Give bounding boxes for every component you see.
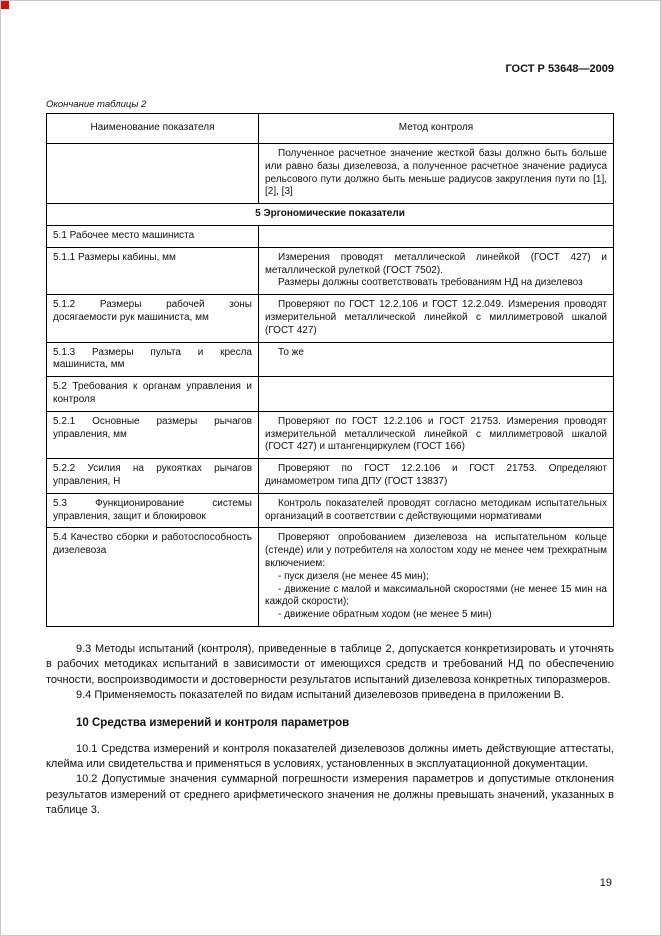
method-text: Проверяют по ГОСТ 12.2.106 и ГОСТ 12.2.049. Измерения проводят измерительной металлической линейкой с миллиметровой шкалой (ГОСТ 427) — [265, 299, 607, 336]
paragraph-10-1: 10.1 Средства измерений и контроля показателей дизелевозов должны иметь действующие аттестаты, клейма или свидетельства и применяться в условиях, установленных в эксплуатационной документации. — [46, 742, 614, 770]
indicator-cell: 5.2.1 Основные размеры рычагов управления, мм — [47, 411, 259, 458]
table-row — [47, 528, 614, 627]
table-row — [47, 295, 614, 342]
method-cell — [259, 459, 614, 494]
indicator-cell: 5.1.2 Размеры рабочей зоны досягаемости рук машиниста, мм — [47, 295, 259, 342]
table-row — [47, 144, 614, 204]
method-text: Проверяют опробованием дизелевоза на испытательном кольце (стенде) или у потребителя на холостом ходу не менее чем трехкратным включением: — [265, 532, 607, 569]
method-text: Размеры должны соответствовать требованиям НД на дизелевоз — [278, 277, 583, 289]
table-row — [47, 411, 614, 458]
table-row — [47, 342, 614, 377]
method-list-item: - движение с малой и максимальной скоростями (не менее 15 мин на каждой скорости); — [265, 583, 607, 608]
method-cell — [259, 247, 614, 294]
paragraph-10-2: 10.2 Допустимые значения суммарной погрешности измерения параметров и допустимые отклонения результатов измерений от среднего арифметического значения не должны превышать значений, указанных в таблице 3. — [46, 773, 614, 817]
paragraph-9-3: 9.3 Методы испытаний (контроля), приведенные в таблице 2, допускается конкретизировать и уточнять в рабочих методиках испытаний в зависимости от имеющихся средств и требований НД по обеспечению точности, воспроизводимости и достоверности результатов испытаний дизелевоза конкретных типоразмеров. — [46, 642, 614, 686]
doc-id: ГОСТ Р 53648—2009 — [505, 63, 614, 75]
method-cell — [259, 225, 614, 247]
indicator-cell: 5.4 Качество сборки и работоспособность дизелевоза — [47, 528, 259, 627]
table-section-row — [47, 204, 614, 226]
indicator-cell — [47, 144, 259, 204]
column-header-indicator: Наименование показателя — [47, 114, 259, 144]
table-header-row — [47, 114, 614, 144]
indicator-cell: 5.2.2 Усилия на рукоятках рычагов управления, Н — [47, 459, 259, 494]
body-text-block — [46, 642, 614, 819]
table-row — [47, 247, 614, 294]
method-text: Измерения проводят металлической линейкой (ГОСТ 427) и металлической рулеткой (ГОСТ 7502). — [265, 251, 607, 276]
method-cell — [259, 144, 614, 204]
table-row — [47, 377, 614, 412]
method-text: То же — [278, 346, 304, 358]
method-cell — [259, 342, 614, 377]
method-cell — [259, 295, 614, 342]
paragraph-9-4: 9.4 Применяемость показателей по видам испытаний дизелевозов приведена в приложении В. — [76, 689, 564, 702]
method-cell — [259, 493, 614, 528]
method-list-item: - пуск дизеля (не менее 45 мин); — [278, 570, 429, 582]
method-text: Проверяют по ГОСТ 12.2.106 и ГОСТ 21753. Измерения проводят измерительной металлической линейкой с миллиметровой шкалой (ГОСТ 427) и штангенциркулем (ГОСТ 166) — [265, 415, 607, 453]
page-number: 19 — [599, 877, 612, 889]
method-text: Контроль показателей проводят согласно методикам испытательных организаций в соответствии с действующими нормативами — [265, 497, 607, 522]
method-cell — [259, 411, 614, 458]
indicator-cell: 5.1.3 Размеры пульта и кресла машиниста, мм — [47, 342, 259, 377]
indicator-cell: 5.3 Функционирование системы управления, защит и блокировок — [47, 493, 259, 528]
table-row — [47, 459, 614, 494]
section-title: 5 Эргономические показатели — [47, 204, 614, 226]
method-text: Полученное расчетное значение жесткой базы должно быть больше или равно базы дизелевоза, а полученное расчетное значение радиуса рельсового пути должно быть меньше радиусов закругления пути по [1], [2], [3] — [265, 148, 607, 198]
indicator-cell: 5.1.1 Размеры кабины, мм — [47, 247, 259, 294]
corner-marker — [1, 1, 9, 9]
method-cell — [259, 377, 614, 412]
method-cell — [259, 528, 614, 627]
table-caption: Окончание таблицы 2 — [46, 99, 147, 110]
indicator-cell: 5.2 Требования к органам управления и контроля — [47, 377, 259, 412]
section-10-heading: 10 Средства измерений и контроля параметров — [76, 717, 350, 730]
table-row — [47, 225, 614, 247]
method-list-item: - движение обратным ходом (не менее 5 мин) — [278, 609, 492, 621]
column-header-method: Метод контроля — [259, 114, 614, 144]
method-text: Проверяют по ГОСТ 12.2.106 и ГОСТ 21753. Определяют динамометром типа ДПУ (ГОСТ 13837) — [265, 463, 607, 487]
table-row — [47, 493, 614, 528]
indicator-cell: 5.1 Рабочее место машиниста — [47, 225, 259, 247]
control-methods-table — [46, 113, 614, 627]
